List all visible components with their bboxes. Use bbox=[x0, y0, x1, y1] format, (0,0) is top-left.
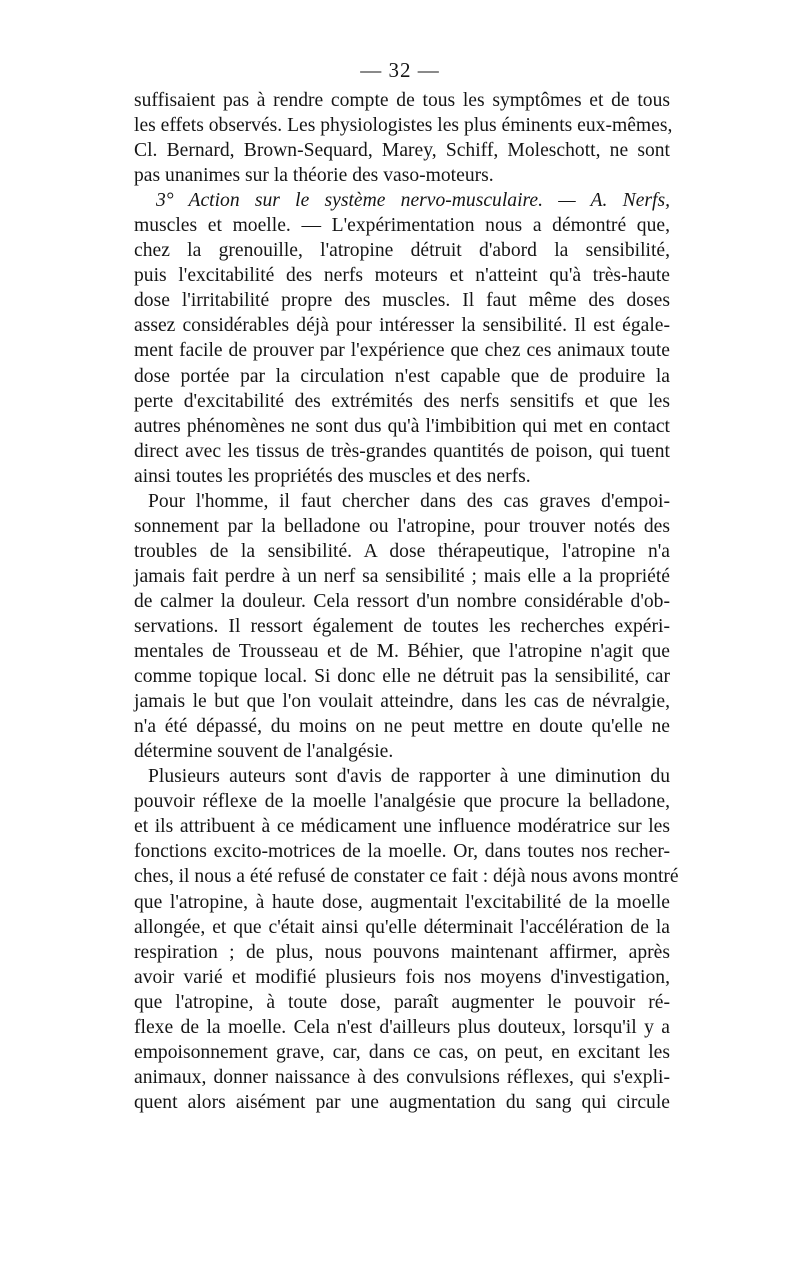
text-line: Plusieurs auteurs sont d'avis de rapporter à une diminution du bbox=[148, 766, 670, 788]
text-line: pas unanimes sur la théorie des vaso-moteurs. bbox=[134, 165, 494, 187]
text-line: de calmer la douleur. Cela ressort d'un nombre considérable d'ob- bbox=[134, 590, 670, 612]
text-line: mentales de Trousseau et de M. Béhier, que l'atropine n'agit que bbox=[134, 641, 670, 663]
text-line: animaux, donner naissance à des convulsions réflexes, qui s'expli- bbox=[134, 1066, 670, 1088]
text-line: avoir varié et modifié plusieurs fois nos moyens d'investigation, bbox=[134, 966, 670, 988]
text-line: pouvoir réflexe de la moelle l'analgésie que procure la belladone, bbox=[134, 791, 670, 813]
body-text bbox=[134, 88, 679, 1115]
text-line: respiration ; de plus, nous pouvons maintenant affirmer, après bbox=[134, 941, 670, 963]
text-line: Cl. Bernard, Brown-Sequard, Marey, Schiff, Moleschott, ne sont bbox=[134, 140, 670, 162]
text-line: perte d'excitabilité des extrémités des nerfs sensitifs et que les bbox=[134, 390, 670, 412]
text-line: autres phénomènes ne sont dus qu'à l'imbibition qui met en contact bbox=[134, 415, 670, 437]
text-line: puis l'excitabilité des nerfs moteurs et n'atteint qu'à très-haute bbox=[134, 265, 670, 287]
text-line: troubles de la sensibilité. A dose thérapeutique, l'atropine n'a bbox=[134, 540, 670, 562]
text-line: ches, il nous a été refusé de constater ce fait : déjà nous avons montré bbox=[134, 866, 679, 888]
text-line: dose l'irritabilité propre des muscles. Il faut même des doses bbox=[134, 290, 670, 312]
text-line: Pour l'homme, il faut chercher dans des cas graves d'empoi- bbox=[148, 490, 670, 512]
text-line: détermine souvent de l'analgésie. bbox=[134, 741, 394, 763]
text-line: sonnement par la belladone ou l'atropine, pour trouver notés des bbox=[134, 515, 670, 537]
text-line: comme topique local. Si donc elle ne détruit pas la sensibilité, car bbox=[134, 666, 670, 688]
text-line: allongée, et que c'était ainsi qu'elle déterminait l'accélération de la bbox=[134, 916, 670, 938]
text-line: et ils attribuent à ce médicament une influence modératrice sur les bbox=[134, 816, 670, 838]
text-line: empoisonnement grave, car, dans ce cas, on peut, en excitant les bbox=[134, 1041, 670, 1063]
text-line: suffisaient pas à rendre compte de tous les symptômes et de tous bbox=[134, 90, 670, 111]
page-number: — 32 — bbox=[360, 58, 440, 82]
text-line: quent alors aisément par une augmentation du sang qui circule bbox=[134, 1091, 670, 1113]
text-line: ainsi toutes les propriétés des muscles et des nerfs. bbox=[134, 465, 531, 487]
text-line: dose portée par la circulation n'est capable que de produire la bbox=[134, 365, 670, 387]
text-line: chez la grenouille, l'atropine détruit d'abord la sensibilité, bbox=[134, 240, 670, 262]
text-line: les effets observés. Les physiologistes les plus éminents eux-mêmes, bbox=[134, 115, 673, 137]
text-line: ment facile de prouver par l'expérience que chez ces animaux toute bbox=[134, 340, 670, 362]
text-line: direct avec les tissus de très-grandes quantités de poison, qui tuent bbox=[134, 440, 670, 462]
text-line: n'a été dépassé, du moins on ne peut mettre en doute qu'elle ne bbox=[134, 716, 670, 738]
text-line: que l'atropine, à haute dose, augmentait l'excitabilité de la moelle bbox=[134, 891, 670, 913]
text-line: servations. Il ressort également de toutes les recherches expéri- bbox=[134, 615, 670, 637]
text-line: assez considérables déjà pour intéresser la sensibilité. Il est égale- bbox=[134, 315, 670, 337]
section-heading-line: 3° Action sur le système nervo-musculaire. — A. Nerfs, bbox=[156, 190, 670, 212]
text-line: flexe de la moelle. Cela n'est d'ailleurs plus douteux, lorsqu'il y a bbox=[134, 1016, 670, 1038]
text-line: fonctions excito-motrices de la moelle. Or, dans toutes nos recher- bbox=[134, 841, 670, 863]
text-line: jamais le but que l'on voulait atteindre, dans les cas de névralgie, bbox=[134, 691, 670, 713]
text-line: muscles et moelle. — L'expérimentation nous a démontré que, bbox=[134, 215, 670, 237]
text-line: que l'atropine, à toute dose, paraît augmenter le pouvoir ré- bbox=[134, 991, 670, 1013]
text-line: jamais fait perdre à un nerf sa sensibilité ; mais elle a la propriété bbox=[134, 565, 670, 587]
